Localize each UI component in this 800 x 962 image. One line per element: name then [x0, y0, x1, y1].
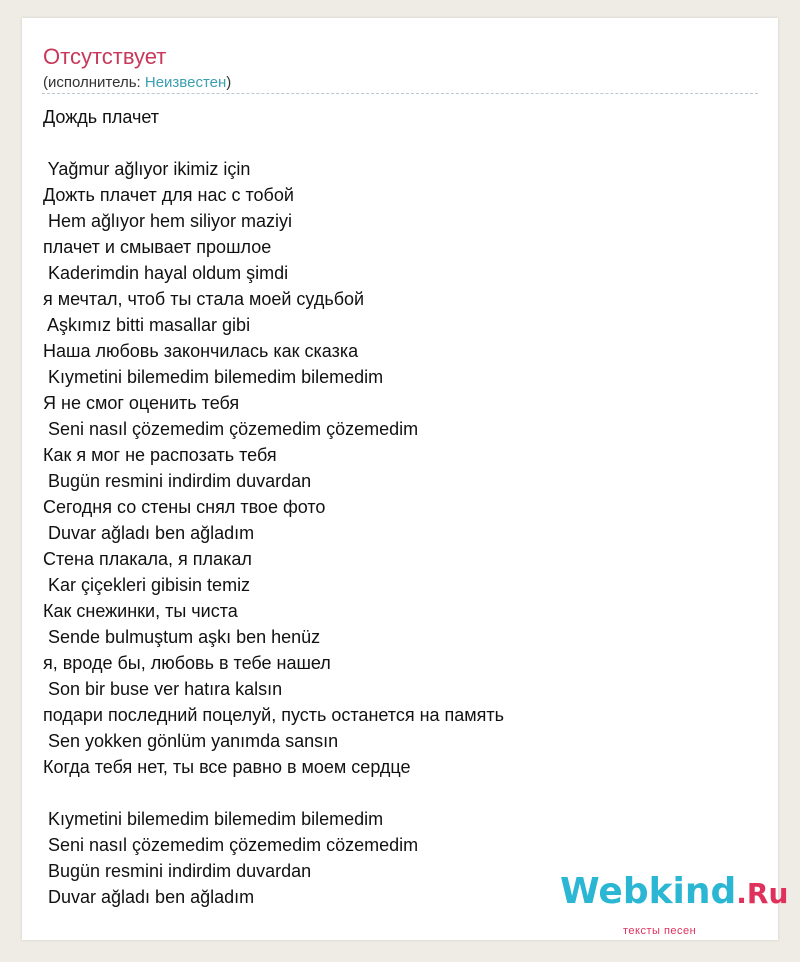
lyric-line: Дожть плачет для нас с тобой — [43, 185, 294, 205]
lyric-line: Как я мог не распозать тебя — [43, 445, 277, 465]
lyric-line: Когда тебя нет, ты все равно в моем сердце — [43, 757, 411, 777]
lyric-line: Я не смог оценить тебя — [43, 393, 240, 413]
lyric-line: Sende bulmuştum aşkı ben henüz — [43, 627, 321, 647]
song-title: Отсутствует — [43, 44, 167, 69]
logo-main: Webkind — [560, 871, 737, 912]
lyric-line: подари последний поцелуй, пусть останется на память — [43, 705, 505, 725]
lyric-line: Kar çiçekleri gibisin temiz — [43, 575, 251, 595]
lyric-line: Son bir buse ver hatıra kalsın — [43, 679, 283, 699]
logo-tagline: тексты песен — [623, 925, 697, 937]
site-logo[interactable] — [560, 872, 788, 914]
lyric-line: Aşkımız bitti masallar gibi — [43, 315, 251, 335]
lyric-line: плачет и смывает прошлое — [43, 237, 272, 257]
lyric-line — [43, 780, 504, 806]
lyric-line — [43, 130, 504, 156]
lyric-line: Sen yokken gönlüm yanımda sansın — [43, 731, 339, 751]
lyric-line: Сегодня со стены снял твое фото — [43, 497, 326, 517]
lyrics-text — [43, 104, 504, 910]
lyric-line: Наша любовь закончилась как сказка — [43, 341, 359, 361]
lyric-line: Yağmur ağlıyor ikimiz için — [43, 159, 251, 179]
lyric-line: Duvar ağladı ben ağladım — [43, 887, 255, 907]
lyric-line: Стена плакала, я плакал — [43, 549, 252, 569]
artist-prefix: (исполнитель: — [43, 74, 145, 91]
lyric-line: Bugün resmini indirdim duvardan — [43, 861, 312, 881]
lyric-line: Seni nasıl çözemedim çözemedim çözemedim — [43, 419, 419, 439]
artist-suffix: ) — [226, 74, 232, 91]
lyrics-card — [22, 18, 778, 940]
artist-link[interactable]: Неизвестен — [144, 74, 227, 91]
lyric-line: Kıymetini bilemedim bilemedim bilemedim — [43, 809, 384, 829]
lyric-line: Kıymetini bilemedim bilemedim bilemedim — [43, 367, 384, 387]
lyric-line: я мечтал, чтоб ты стала моей судьбой — [43, 289, 365, 309]
lyric-line: Как снежинки, ты чиста — [43, 601, 238, 621]
divider — [42, 93, 758, 94]
lyric-line: Hem ağlıyor hem siliyor maziyi — [43, 211, 293, 231]
lyric-line: Bugün resmini indirdim duvardan — [43, 471, 312, 491]
lyric-line: я, вроде бы, любовь в тебе нашел — [43, 653, 331, 673]
lyric-line: Seni nasıl çözemedim çözemedim cözemedim — [43, 835, 419, 855]
lyric-line: Kaderimdin hayal oldum şimdi — [43, 263, 289, 283]
logo-tld: .Ru — [736, 877, 789, 910]
lyric-line: Дождь плачет — [43, 107, 160, 127]
lyric-line: Duvar ağladı ben ağladım — [43, 523, 255, 543]
artist-line — [43, 73, 231, 93]
